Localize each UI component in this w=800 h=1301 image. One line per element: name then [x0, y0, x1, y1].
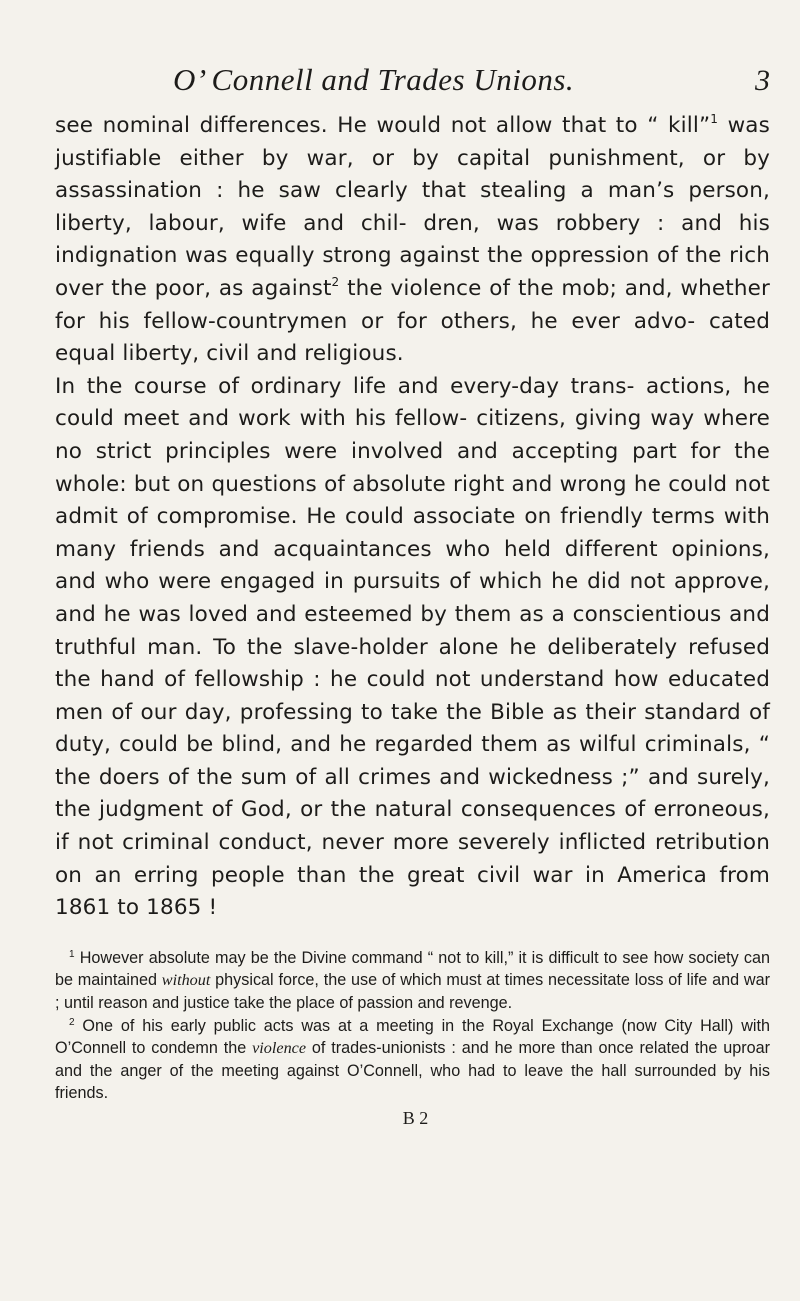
- footnote-1-emphasis: without: [161, 971, 211, 990]
- running-title: O’ Connell and Trades Unions.: [173, 62, 575, 97]
- footnote-1-number: 1: [69, 948, 75, 960]
- footnote-ref-1: 1: [710, 112, 719, 126]
- page-number: 3: [755, 64, 770, 97]
- signature-mark: B 2: [402, 1108, 429, 1128]
- footnote-1-text-b: physical force, the use of which must at times necessitate loss of life and war ; until reason and justice take the place of passion and revenge.: [55, 971, 770, 1013]
- body-text: [55, 110, 770, 925]
- footnote-2: [55, 1015, 770, 1105]
- footnote-ref-2: 2: [331, 274, 340, 289]
- book-page: [55, 62, 770, 1130]
- paragraph-1: [55, 110, 770, 371]
- footnote-2-number: 2: [69, 1016, 75, 1028]
- paragraph-1-text-c: the violence of the mob; and, whether for his fellow-countrymen or for others, he ever advo- cated equal liberty, civil and religious.: [55, 275, 770, 367]
- footnote-2-emphasis: violence: [252, 1039, 307, 1058]
- footnotes: [55, 947, 770, 1130]
- paragraph-1-text-b: was justifiable either by war, or by capital punishment, or by assassination : he saw clearly that stealing a man’s person, liberty, labour, wife and chil- dren, was robbery : and his indignation was equally strong against the oppression of the rich over the poor, as against: [55, 113, 770, 301]
- footnote-2-text-b: of trades-unionists : and he more than once related the uproar and the anger of the meeting against O’Connell, who had to leave the hall surrounded by his friends.: [55, 1039, 771, 1103]
- footnote-1: [55, 947, 770, 1015]
- paragraph-1-text-a: see nominal differences. He would not allow that to “ kill”: [55, 113, 711, 138]
- running-head: [55, 62, 770, 110]
- footnote-2-text-a: One of his early public acts was at a meeting in the Royal Exchange (now City Hall) with O’Connell to condemn the: [55, 1016, 770, 1058]
- paragraph-2: In the course of ordinary life and every-day trans- actions, he could meet and work with his fellow- citizens, giving way where no strict principles were involved and accepting part for the whole: but on questions of absolute right and wrong he could not admit of compromise. He could associate on friendly terms with many friends and acquaintances who held different opinions, and who were engaged in pursuits of which he did not approve, and he was loved and esteemed by them as a conscientious and truthful man. To the slave-holder alone he deliberately refused the hand of fellowship : he could not understand how educated men of our day, professing to take the Bible as their standard of duty, could be blind, and he regarded them as wilful criminals, “ the doers of the sum of all crimes and wickedness ;” and surely, the judgment of God, or the natural consequences of erroneous, if not criminal conduct, never more severely inflicted retribution on an erring people than the great civil war in America from 1861 to 1865 !: [55, 373, 770, 921]
- footnote-1-text-a: However absolute may be the Divine command “ not to kill,” it is difficult to see how society can be maintained: [55, 948, 770, 990]
